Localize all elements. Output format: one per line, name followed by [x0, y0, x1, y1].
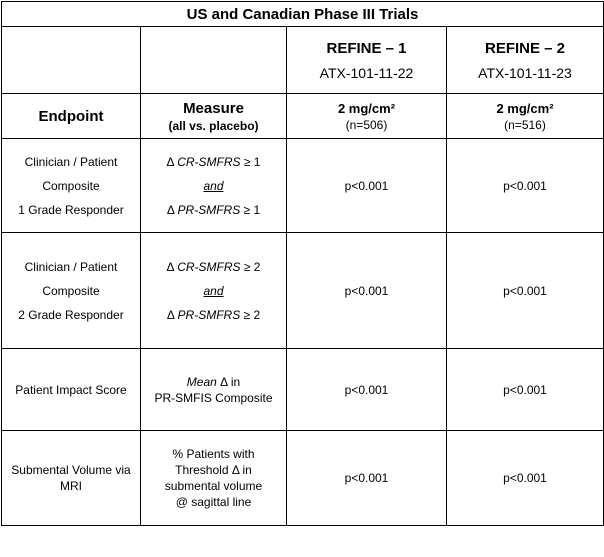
table-row [2, 431, 604, 526]
trial-id: ATX-101-11-22 [319, 64, 414, 81]
measure-header-sub: (all vs. placebo) [168, 118, 259, 133]
and-connector: and [203, 283, 224, 298]
endpoint-text: Composite [42, 283, 100, 298]
measure-term: Mean [186, 374, 217, 389]
measure-cell [141, 431, 287, 526]
table-row [2, 233, 604, 349]
trial-header-refine-2 [447, 27, 604, 94]
and-connector: and [203, 178, 224, 193]
delta-symbol: Δ [166, 259, 178, 274]
result-cell: p<0.001 [447, 349, 604, 431]
measure-header-label: Measure [183, 99, 244, 117]
dose-header-refine-1 [287, 94, 447, 139]
measure-line [145, 198, 282, 222]
trial-id: ATX-101-11-23 [478, 64, 572, 81]
endpoint-text: 1 Grade Responder [18, 202, 124, 217]
empty-cell [2, 27, 141, 94]
trial-header-refine-1 [287, 27, 447, 94]
dose-label: 2 mg/cm² [496, 100, 554, 116]
trial-name: REFINE – 1 [326, 39, 407, 57]
measure-line [145, 150, 282, 174]
endpoint-text: Clinician / Patient [24, 259, 118, 274]
trials-table [1, 1, 604, 526]
dose-label: 2 mg/cm² [337, 100, 396, 116]
delta-symbol: Δ [166, 154, 178, 169]
measure-line: submental volume [164, 479, 263, 493]
endpoint-text: Patient Impact Score [15, 382, 127, 397]
endpoint-header [2, 94, 141, 139]
measure-term: PR-SMFRS [177, 202, 241, 217]
measure-line: % Patients with [172, 447, 255, 461]
measure-line [145, 174, 282, 198]
endpoint-cell [2, 139, 141, 233]
measure-term: CR-SMFRS [177, 259, 241, 274]
result-cell: p<0.001 [447, 233, 604, 349]
endpoint-text: Clinician / Patient [24, 154, 118, 169]
sample-size: (n=516) [504, 117, 546, 132]
measure-text: Δ in [216, 374, 241, 389]
result-cell: p<0.001 [447, 431, 604, 526]
endpoint-text: Submental Volume via [11, 463, 131, 477]
measure-term: CR-SMFRS [177, 154, 241, 169]
measure-line [145, 303, 282, 327]
delta-symbol: Δ [166, 307, 178, 322]
endpoint-text: MRI [60, 479, 82, 493]
delta-symbol: Δ [166, 202, 178, 217]
measure-cell [141, 233, 287, 349]
result-cell: p<0.001 [287, 431, 447, 526]
table-title: US and Canadian Phase III Trials [2, 2, 604, 27]
measure-cell [141, 139, 287, 233]
measure-line: @ sagittal line [175, 495, 252, 509]
measure-cell [141, 349, 287, 431]
measure-line: Threshold Δ in [175, 463, 252, 477]
measure-threshold: ≥ 2 [240, 259, 261, 274]
empty-cell [141, 27, 287, 94]
sample-size: (n=506) [345, 117, 388, 132]
measure-threshold: ≥ 2 [240, 307, 261, 322]
measure-threshold: ≥ 1 [240, 202, 261, 217]
endpoint-cell [2, 233, 141, 349]
endpoint-cell [2, 431, 141, 526]
measure-line: PR-SMFIS Composite [154, 390, 273, 405]
result-cell: p<0.001 [447, 139, 604, 233]
measure-line [145, 255, 282, 279]
measure-line [145, 374, 282, 390]
table-row [2, 349, 604, 431]
result-cell: p<0.001 [287, 139, 447, 233]
endpoint-cell [2, 349, 141, 431]
measure-term: PR-SMFRS [177, 307, 241, 322]
endpoint-text: 2 Grade Responder [18, 307, 124, 322]
measure-threshold: ≥ 1 [240, 154, 261, 169]
endpoint-header-label: Endpoint [38, 107, 104, 125]
trial-name: REFINE – 2 [484, 39, 566, 57]
measure-line [145, 279, 282, 303]
dose-header-refine-2 [447, 94, 604, 139]
result-cell: p<0.001 [287, 349, 447, 431]
table-row [2, 139, 604, 233]
endpoint-text: Composite [42, 178, 100, 193]
measure-header [141, 94, 287, 139]
result-cell: p<0.001 [287, 233, 447, 349]
